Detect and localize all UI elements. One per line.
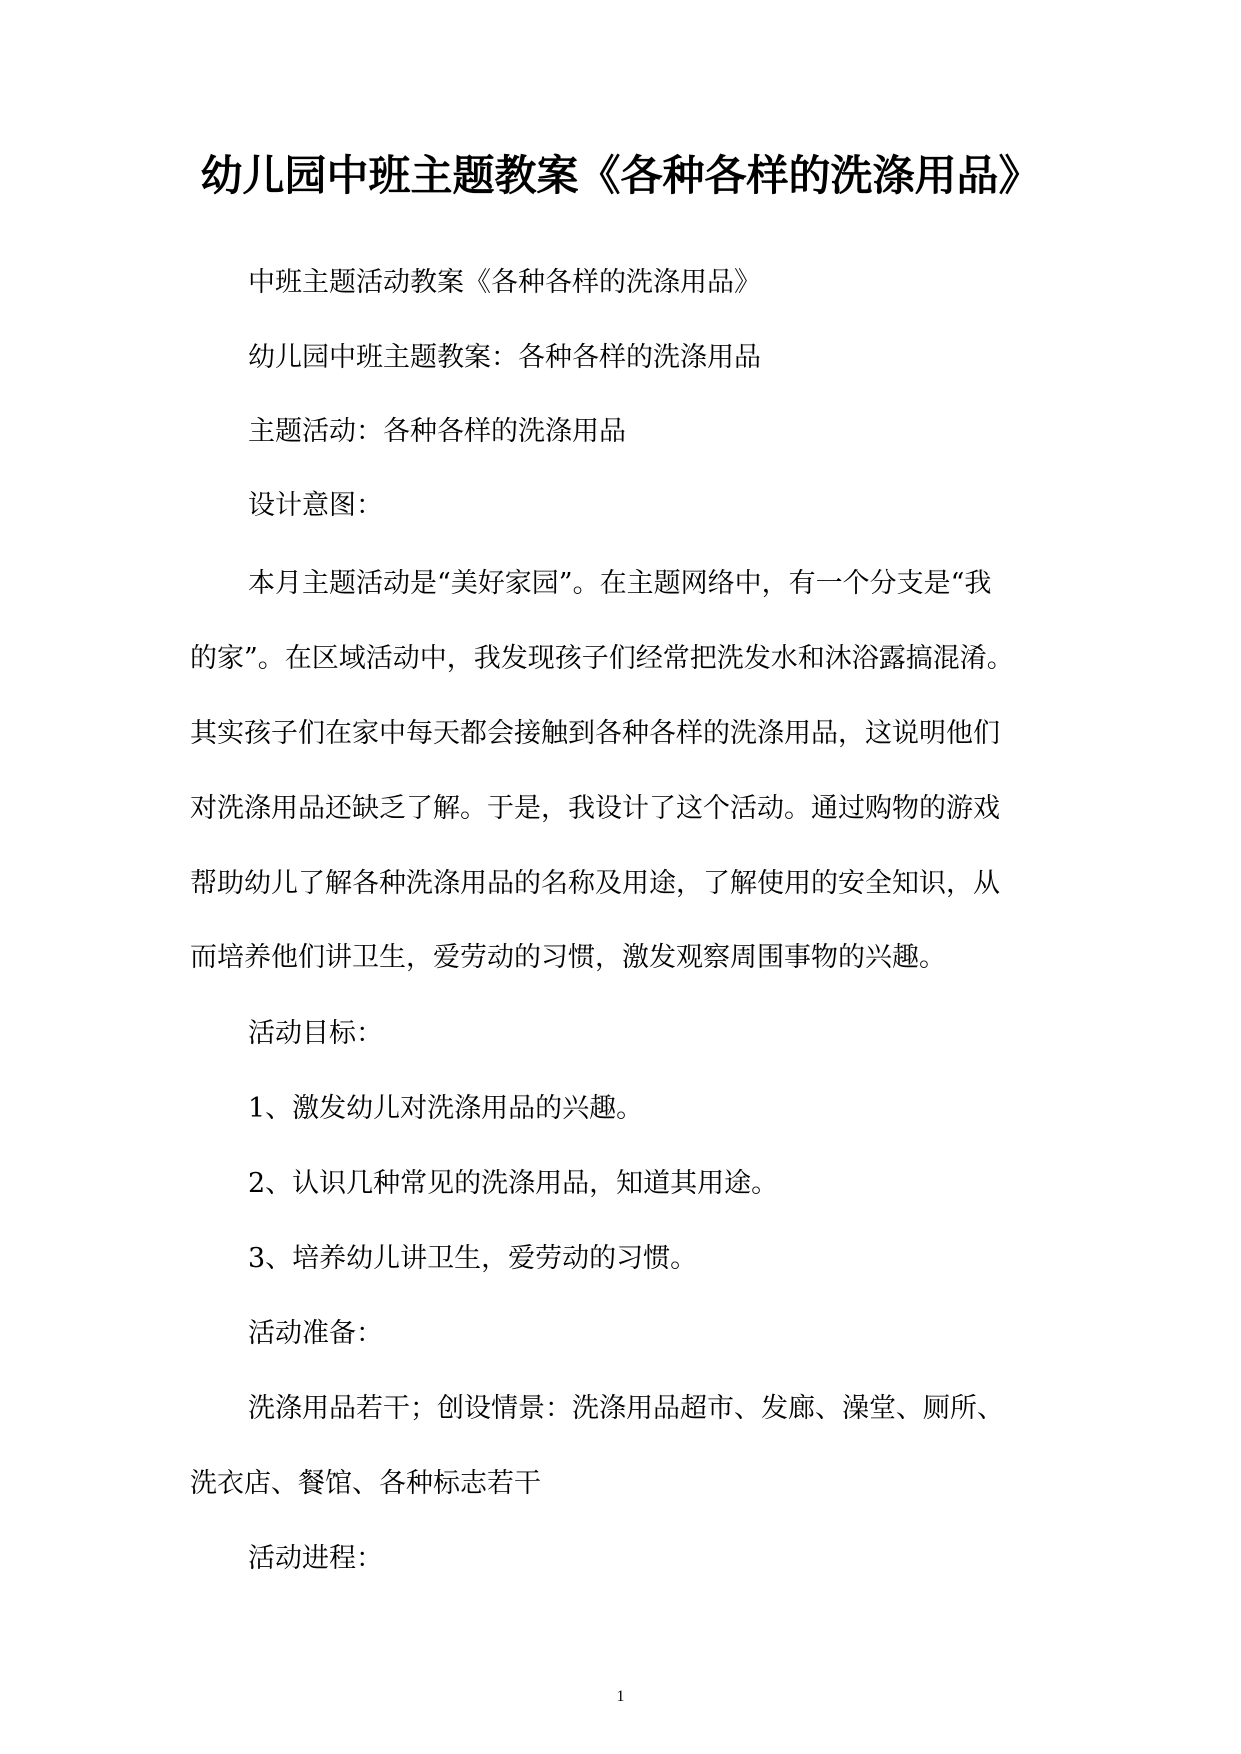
objective-item: 3、培养幼儿讲卫生，爱劳动的习惯。 [248, 1243, 698, 1274]
paragraph-line: 本月主题活动是“美好家园”。在主题网络中，有一个分支是“我 [248, 568, 992, 599]
paragraph-line: 帮助幼儿了解各种洗涤用品的名称及用途，了解使用的安全知识，从 [190, 868, 1000, 899]
subtitle-line: 幼儿园中班主题教案：各种各样的洗涤用品 [248, 342, 761, 373]
paragraph-line: 对洗涤用品还缺乏了解。于是，我设计了这个活动。通过购物的游戏 [190, 793, 1000, 824]
section-heading-objectives: 活动目标： [248, 1018, 383, 1049]
section-heading-design-intent: 设计意图： [248, 490, 383, 521]
section-heading-process: 活动进程： [248, 1543, 383, 1574]
theme-line: 主题活动：各种各样的洗涤用品 [248, 416, 626, 447]
page-number: 1 [616, 1688, 625, 1705]
objective-item: 2、认识几种常见的洗涤用品，知道其用途。 [248, 1168, 779, 1199]
paragraph-line: 而培养他们讲卫生，爱劳动的习惯，激发观察周围事物的兴趣。 [190, 942, 946, 973]
paragraph-line: 洗涤用品若干；创设情景：洗涤用品超市、发廊、澡堂、厕所、 [248, 1393, 1004, 1424]
subtitle-line: 中班主题活动教案《各种各样的洗涤用品》 [248, 267, 761, 298]
paragraph-line: 的家”。在区域活动中，我发现孩子们经常把洗发水和沐浴露搞混淆。 [190, 643, 1014, 674]
paragraph-line: 其实孩子们在家中每天都会接触到各种各样的洗涤用品，这说明他们 [190, 718, 1000, 749]
section-heading-preparation: 活动准备： [248, 1318, 383, 1349]
paragraph-line: 洗衣店、餐馆、各种标志若干 [190, 1468, 541, 1499]
document-title: 幼儿园中班主题教案《各种各样的洗涤用品》 [200, 151, 1041, 200]
objective-item: 1、激发幼儿对洗涤用品的兴趣。 [248, 1093, 644, 1124]
